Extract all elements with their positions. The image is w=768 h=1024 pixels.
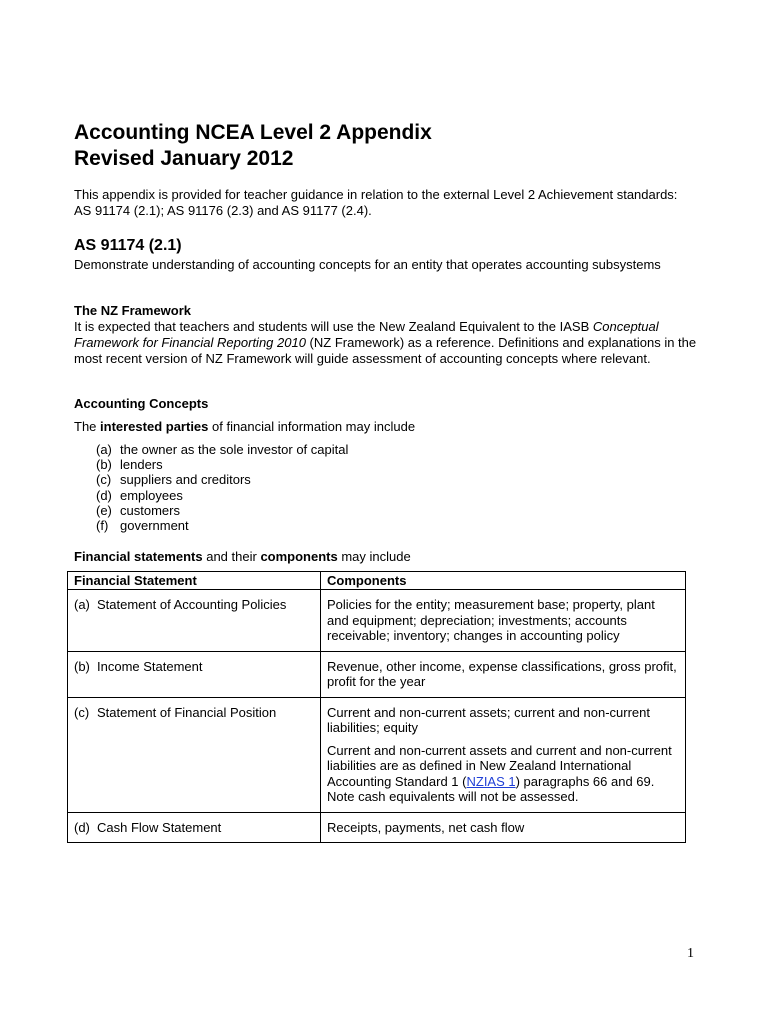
statement-name: Statement of Financial Position <box>97 704 277 720</box>
list-marker: (e) <box>96 502 112 518</box>
table-row <box>68 651 686 697</box>
components-cell <box>321 590 686 652</box>
statement-cell <box>68 812 321 843</box>
ip-post: of financial information may include <box>208 419 416 434</box>
statement-cell <box>68 651 321 697</box>
components-text: Policies for the entity; measurement base; property, plant and equipment; depreciation; investments; accounts receivable; inventory; changes in accounting policy <box>327 597 655 643</box>
intro-paragraph: This appendix is provided for teacher guidance in relation to the external Level 2 Achievement standards: AS 91174 (2.1); AS 91176 (2.3) and AS 91177 (2.4). <box>74 187 678 218</box>
section-subtitle: Demonstrate understanding of accounting concepts for an entity that operates accounting subsystems <box>74 257 661 272</box>
note-pre: Current and non-current assets and current and non-current liabilities are as defined in New Zealand International Accounting Standard 1 ( <box>327 742 672 789</box>
components-text: Receipts, payments, net cash flow <box>327 819 525 835</box>
list-item-text: suppliers and creditors <box>120 472 251 488</box>
list-item <box>96 457 348 472</box>
framework-title-italic: Conceptual Framework for Financial Reporting 2010 <box>74 319 659 350</box>
nzias-1-link[interactable]: NZIAS 1 <box>466 773 516 789</box>
fs-bold-1: Financial statements <box>74 549 203 564</box>
column-header-statement: Financial Statement <box>68 572 321 590</box>
framework-heading: The NZ Framework <box>74 303 192 318</box>
list-item <box>96 518 348 533</box>
row-marker: (b) <box>74 658 90 674</box>
interested-parties-intro <box>74 419 415 435</box>
title-line-2: Revised January 2012 <box>74 147 294 170</box>
components-note <box>327 743 679 805</box>
statement-cell <box>68 697 321 812</box>
title-line-1: Accounting NCEA Level 2 Appendix <box>74 121 432 144</box>
interested-parties-list <box>96 442 348 533</box>
row-marker: (c) <box>74 704 90 720</box>
accounting-concepts-heading: Accounting Concepts <box>74 396 209 411</box>
list-item-text: customers <box>120 502 180 518</box>
list-item-text: employees <box>120 487 183 503</box>
statement-name: Cash Flow Statement <box>97 819 222 835</box>
table-header-row <box>68 572 686 590</box>
ip-bold: interested parties <box>100 419 209 434</box>
list-item-text: the owner as the sole investor of capital <box>120 442 349 457</box>
list-item <box>96 442 348 457</box>
list-marker: (c) <box>96 472 112 488</box>
row-marker: (d) <box>74 819 90 835</box>
financial-statements-table <box>67 571 686 843</box>
statement-cell <box>68 590 321 652</box>
list-item-text: lenders <box>120 457 163 473</box>
fs-end: may include <box>337 549 411 564</box>
column-header-components: Components <box>321 572 686 590</box>
list-marker: (b) <box>96 457 112 473</box>
list-item <box>96 503 348 518</box>
framework-text-after: (NZ Framework) as a reference. Definitions and explanations in the most recent version of NZ Framework will guide assessment of accounting concepts where relevant. <box>74 335 697 366</box>
list-item-text: government <box>120 518 189 534</box>
page-number: 1 <box>687 946 694 961</box>
list-marker: (d) <box>96 487 112 503</box>
components-cell <box>321 651 686 697</box>
financial-statements-intro <box>74 549 411 565</box>
fs-bold-2: components <box>260 549 338 564</box>
table-row <box>68 812 686 843</box>
table-row <box>68 590 686 652</box>
components-text: Current and non-current assets; current and non-current liabilities; equity <box>327 704 651 735</box>
list-item <box>96 488 348 503</box>
row-marker: (a) <box>74 597 90 612</box>
note-post: ) paragraphs 66 and 69. Note cash equivalents will not be assessed. <box>327 773 655 804</box>
table-row <box>68 697 686 812</box>
section-heading: AS 91174 (2.1) <box>74 237 182 254</box>
components-cell <box>321 697 686 812</box>
framework-paragraph <box>74 319 699 367</box>
components-text: Revenue, other income, expense classifications, gross profit, profit for the year <box>327 658 677 689</box>
statement-name: Income Statement <box>97 658 203 674</box>
list-item <box>96 472 348 487</box>
statement-name: Statement of Accounting Policies <box>97 597 287 612</box>
framework-text-before: It is expected that teachers and students will use the New Zealand Equivalent to the IASB <box>74 319 593 334</box>
components-cell <box>321 812 686 843</box>
document-title <box>74 120 432 172</box>
list-marker: (f) <box>96 518 109 534</box>
list-marker: (a) <box>96 442 112 457</box>
fs-mid: and their <box>202 549 261 564</box>
ip-pre: The <box>74 419 101 434</box>
